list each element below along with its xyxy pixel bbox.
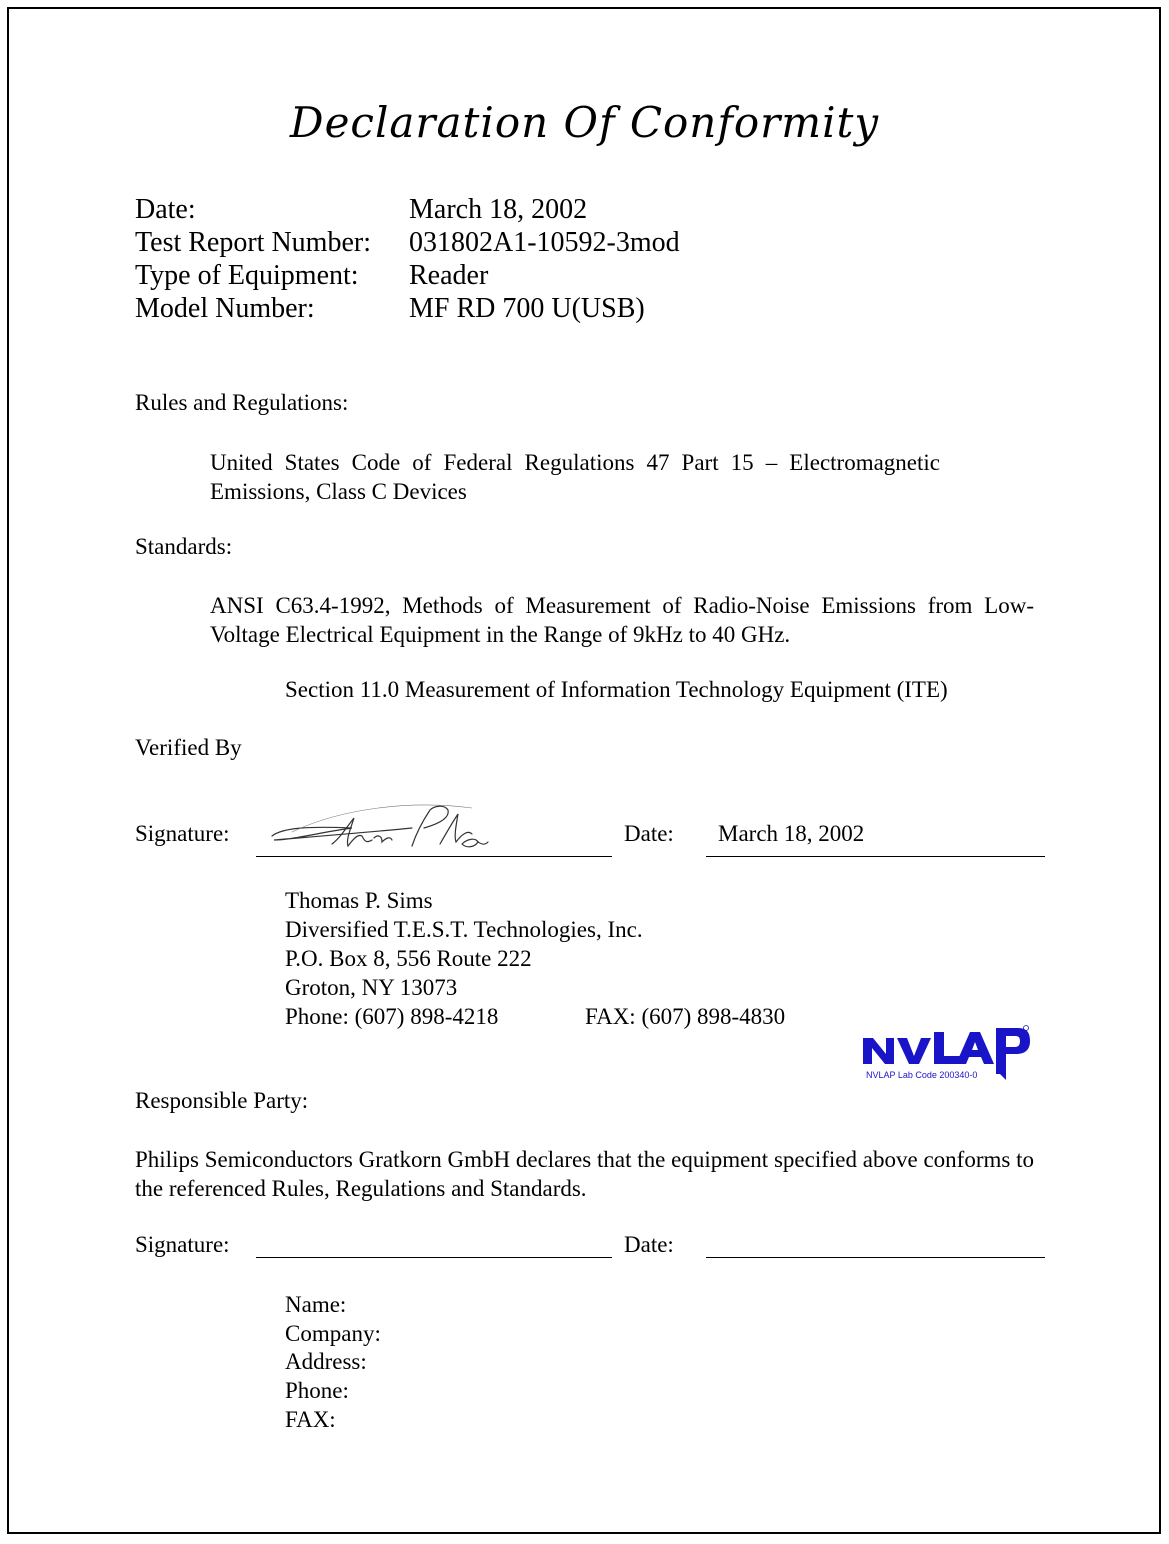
verifier-address-line1: P.O. Box 8, 556 Route 222 xyxy=(285,946,532,971)
party-fax-label: FAX: xyxy=(285,1407,336,1432)
rules-heading: Rules and Regulations: xyxy=(135,390,349,415)
handwritten-signature xyxy=(262,788,492,858)
party-name-label: Name: xyxy=(285,1292,347,1317)
model-number-label: Model Number: xyxy=(135,293,315,324)
verified-heading: Verified By xyxy=(135,735,242,760)
party-phone-label: Phone: xyxy=(285,1378,349,1403)
date-field-label: Date: xyxy=(135,194,196,225)
signature-label: Signature: xyxy=(135,821,230,846)
verifier-name: Thomas P. Sims xyxy=(285,888,433,913)
document-title: Declaration Of Conformity xyxy=(289,98,880,147)
equipment-type-label: Type of Equipment: xyxy=(135,260,359,291)
responsible-text: Philips Semiconductors Gratkorn GmbH declares that the equipment specified above conforms to the referenced Rules, Regulations and Standards. xyxy=(135,1147,1034,1201)
party-signature-line[interactable] xyxy=(256,1257,612,1258)
party-signature-label: Signature: xyxy=(135,1232,230,1257)
party-date-line[interactable] xyxy=(706,1257,1045,1258)
nvlap-caption: NVLAP Lab Code 200340-0 xyxy=(866,1070,978,1080)
equipment-type-value: Reader xyxy=(409,260,489,291)
party-company-label: Company: xyxy=(285,1321,381,1346)
verifier-fax: FAX: (607) 898-4830 xyxy=(585,1004,786,1029)
date-field-value: March 18, 2002 xyxy=(409,194,588,225)
verifier-address-line2: Groton, NY 13073 xyxy=(285,975,458,1000)
verifier-phone: Phone: (607) 898-4218 xyxy=(285,1004,499,1029)
test-report-label: Test Report Number: xyxy=(135,227,371,258)
section-text: Section 11.0 Measurement of Information Technology Equipment (ITE) xyxy=(285,677,948,702)
party-address-label: Address: xyxy=(285,1349,367,1374)
signature-line xyxy=(256,856,612,857)
standards-heading: Standards: xyxy=(135,534,233,559)
verifier-company: Diversified T.E.S.T. Technologies, Inc. xyxy=(285,917,643,942)
date-line xyxy=(706,856,1045,857)
standards-text: ANSI C63.4-1992, Methods of Measurement of Radio-Noise Emissions from Low-Voltage Electrical Equipment in the Range of 9kHz to 40 GHz. xyxy=(210,593,1034,647)
party-date-label: Date: xyxy=(624,1232,674,1257)
model-number-value: MF RD 700 U(USB) xyxy=(409,293,645,324)
test-report-value: 031802A1-10592-3mod xyxy=(409,227,680,258)
rules-text: United States Code of Federal Regulations 47 Part 15 – Electromagnetic Emissions, Class C Devices xyxy=(210,450,940,504)
date-label: Date: xyxy=(624,821,674,846)
responsible-heading: Responsible Party: xyxy=(135,1088,309,1113)
nvlap-logo xyxy=(860,1024,1032,1086)
verified-date-value: March 18, 2002 xyxy=(718,821,865,846)
